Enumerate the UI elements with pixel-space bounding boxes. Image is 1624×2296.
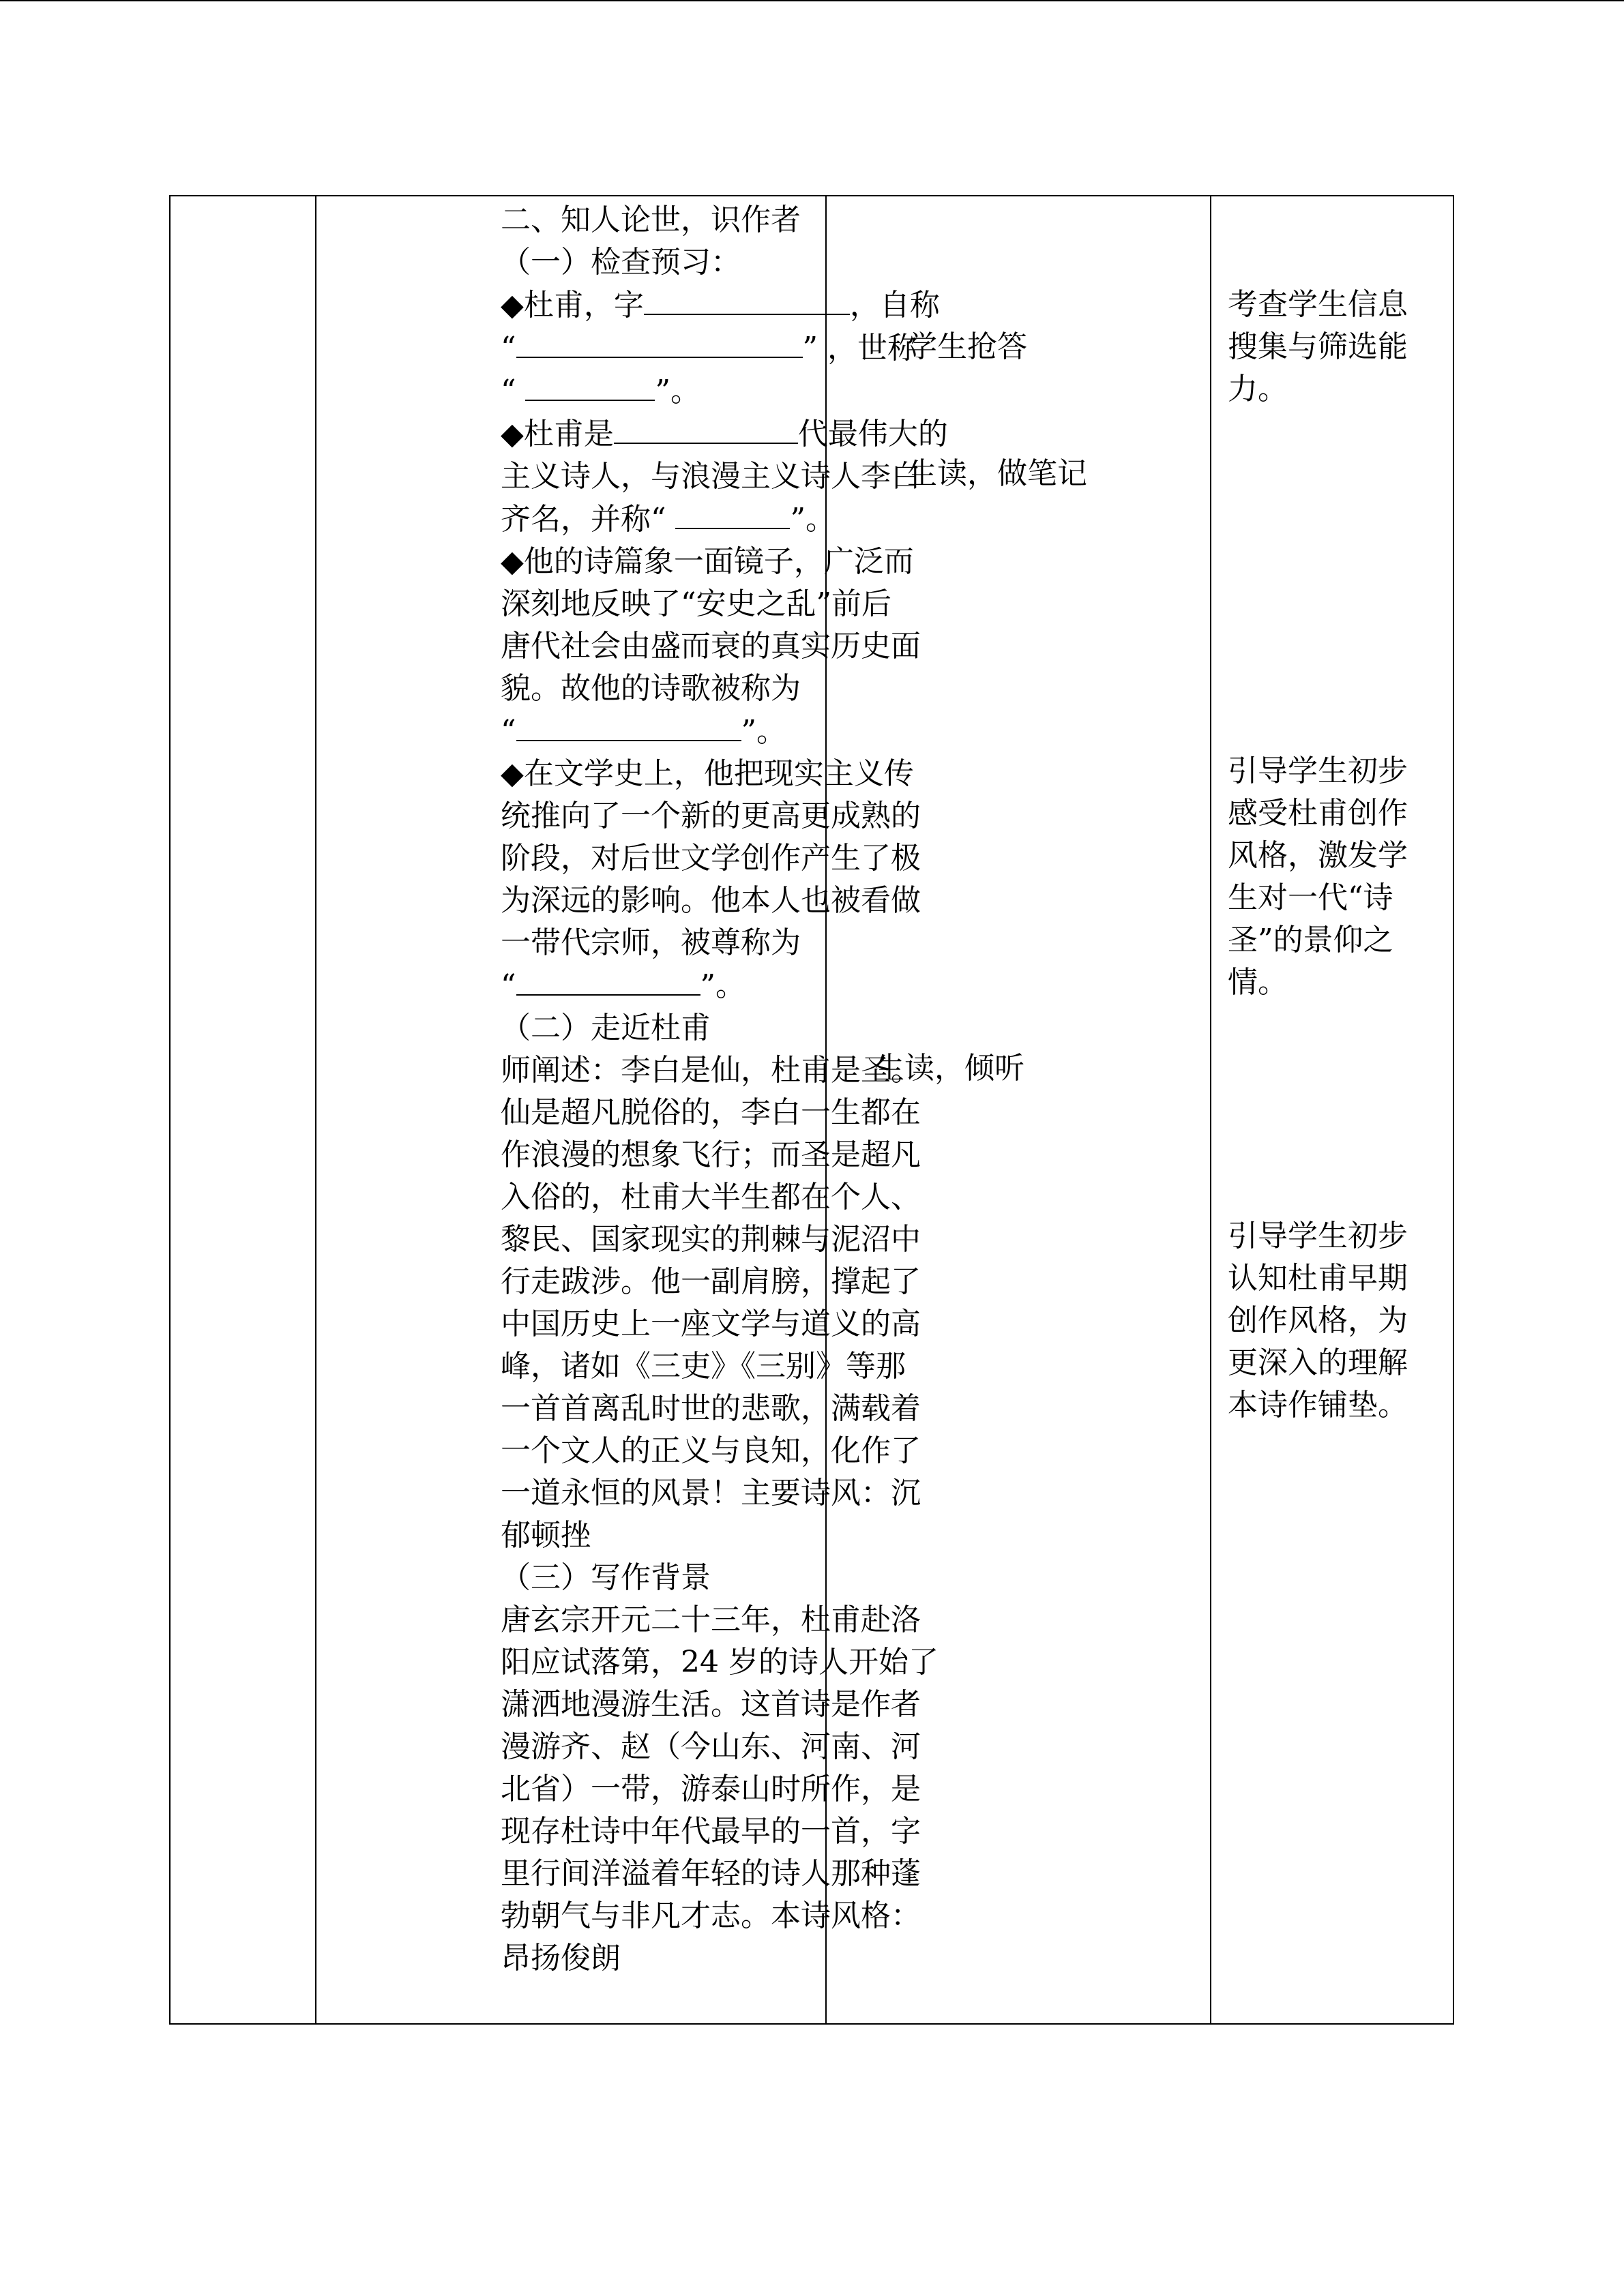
intent-line: 力。 (1228, 372, 1288, 406)
student-activity-listen: 生读，倾听 (874, 1051, 1024, 1086)
q4-line: 一带代宗师，被尊称为 (501, 925, 801, 960)
q4-line: ◆在文学史上，他把现实主义传 (501, 756, 914, 791)
q1-text-e: “ (501, 374, 526, 408)
sub3-line: 昂扬俊朗 (501, 1941, 621, 1976)
fill-blank[interactable] (644, 284, 850, 315)
q2-text-c: 齐名，并称“ (501, 502, 676, 537)
q1-text-d: ” ，世称 (802, 331, 917, 366)
q1-text-f: ”。 (655, 374, 700, 408)
student-activity-answer: 学生抢答 (907, 329, 1027, 364)
q4-close: ”。 (700, 968, 745, 1003)
intent-line: 生对一代“诗 (1228, 880, 1393, 915)
fill-blank[interactable] (525, 370, 655, 401)
intent-line: 引导学生初步 (1228, 754, 1408, 788)
sub3-line: 勃朝气与非凡才志。本诗风格： (501, 1898, 921, 1933)
q3-open: “ (501, 714, 516, 749)
sub2-line: 师阐述：李白是仙，杜甫是圣。 (501, 1053, 921, 1088)
intent-line: 引导学生初步 (1228, 1219, 1408, 1253)
sub2-line: 一首首离乱时世的悲歌，满载着 (501, 1391, 921, 1426)
sub3-line: 潇洒地漫游生活。这首诗是作者 (501, 1687, 921, 1722)
sub2-line: 一个文人的正义与良知，化作了 (501, 1433, 921, 1468)
q4-last-line (501, 964, 981, 1007)
empty-first-column (171, 196, 315, 2023)
intent-line: 风格，激发学 (1228, 838, 1408, 873)
q2-text-a: ◆杜甫是 (501, 417, 614, 451)
intent-block-2 (1228, 750, 1408, 1004)
q1-line1 (501, 284, 981, 327)
intent-line: 更深入的理解 (1228, 1345, 1408, 1380)
sub3-line: 阳应试落第，24 岁的诗人开始了 (501, 1645, 939, 1680)
fill-blank[interactable] (516, 964, 700, 996)
intent-line: 圣”的景仰之 (1228, 923, 1393, 957)
q4-line: 阶段，对后世文学创作产生了极 (501, 841, 921, 876)
q2-line2: 主义诗人，与浪漫主义诗人李白 (501, 459, 921, 494)
q2-line1 (501, 413, 981, 456)
intent-block-3 (1228, 1215, 1408, 1427)
sub3-line: 漫游齐、赵（今山东、河南、河 (501, 1729, 921, 1764)
intent-line: 情。 (1228, 965, 1288, 1000)
sub2-line: 峰，诸如《三吏》《三别》等那 (501, 1349, 906, 1384)
q3-line: ◆他的诗篇象一面镜子，广泛而 (501, 544, 914, 579)
sub3-heading: （三）写作背景 (501, 1560, 711, 1595)
sub1-heading: （一）检查预习： (501, 245, 741, 280)
q1-text-b: ，自称 (849, 288, 940, 323)
q4-open: “ (501, 968, 516, 1003)
q1-text-a: ◆杜甫，字 (501, 288, 644, 323)
intent-line: 搜集与筛选能 (1228, 329, 1408, 364)
design-intent-column (1228, 196, 1432, 2023)
lesson-table (169, 195, 1454, 2025)
q1-line3 (501, 370, 981, 413)
intent-block-1 (1228, 284, 1408, 411)
sub2-line: 郁顿挫 (501, 1518, 591, 1553)
student-activity-notes: 生读，做笔记 (907, 456, 1087, 491)
intent-line: 本诗作铺垫。 (1228, 1388, 1408, 1422)
q2-text-d: ”。 (790, 502, 836, 537)
sub2-line: 中国历史上一座文学与道义的高 (501, 1307, 921, 1341)
fill-blank[interactable] (516, 710, 741, 741)
sub3-line: 北省）一带，游泰山时所作，是 (501, 1772, 921, 1806)
q1-text-c: “ (501, 331, 516, 366)
sub2-line: 仙是超凡脱俗的，李白一生都在 (501, 1095, 921, 1130)
sub2-line: 一道永恒的风景！主要诗风：沉 (501, 1476, 921, 1510)
intent-line: 认知杜甫早期 (1228, 1261, 1408, 1296)
q4-line: 统推向了一个新的更高更成熟的 (501, 799, 921, 833)
column-divider-3 (1210, 196, 1211, 2023)
q3-last-line (501, 710, 981, 753)
intent-line: 考查学生信息 (1228, 287, 1408, 322)
q3-line: 深刻地反映了“安史之乱”前后 (501, 586, 891, 621)
page-top-rule (0, 0, 1624, 1)
q3-close: ”。 (741, 714, 786, 749)
sub2-heading: （二）走近杜甫 (501, 1011, 711, 1045)
q4-line: 为深远的影响。他本人也被看做 (501, 883, 921, 918)
q2-line3 (501, 498, 981, 541)
q2-text-b: 代最伟大的 (797, 417, 948, 451)
section2-heading: 二、知人论世，识作者 (501, 203, 801, 237)
column-divider-1 (315, 196, 316, 2023)
sub2-line: 黎民、国家现实的荆棘与泥沼中 (501, 1222, 921, 1257)
sub2-line: 行走跋涉。他一副肩膀，撑起了 (501, 1264, 921, 1299)
fill-blank[interactable] (516, 327, 803, 358)
q3-line: 唐代社会由盛而衰的真实历史面 (501, 629, 921, 664)
intent-line: 感受杜甫创作 (1228, 796, 1408, 831)
sub3-line: 唐玄宗开元二十三年，杜甫赴洛 (501, 1602, 921, 1637)
sub2-line: 入俗的，杜甫大半生都在个人、 (501, 1180, 921, 1214)
sub3-line: 里行间洋溢着年轻的诗人那种蓬 (501, 1856, 921, 1891)
sub3-line: 现存杜诗中年代最早的一首，字 (501, 1814, 921, 1849)
q3-line: 貌。故他的诗歌被称为 (501, 671, 801, 706)
fill-blank[interactable] (614, 413, 798, 444)
fill-blank[interactable] (675, 498, 790, 529)
sub2-line: 作浪漫的想象飞行；而圣是超凡 (501, 1137, 921, 1172)
intent-line: 创作风格，为 (1228, 1303, 1408, 1338)
